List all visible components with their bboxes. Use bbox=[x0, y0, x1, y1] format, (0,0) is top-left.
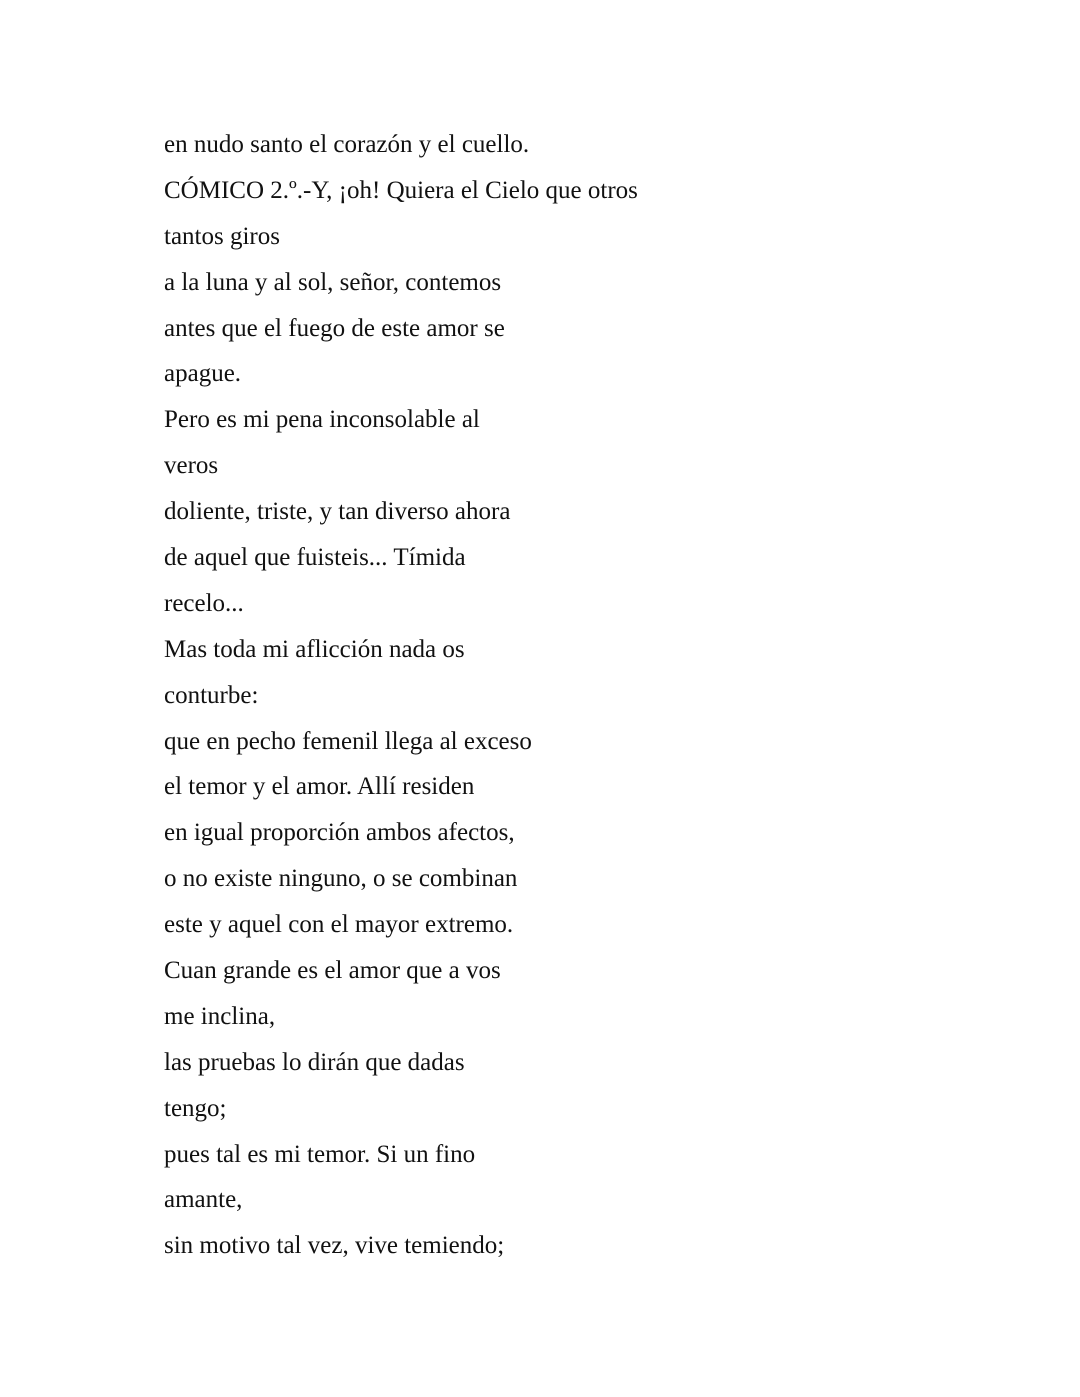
text-line: amante, bbox=[164, 1186, 243, 1214]
text-line: tengo; bbox=[164, 1094, 227, 1122]
text-line: CÓMICO 2.º.-Y, ¡oh! Quiera el Cielo que otros bbox=[164, 176, 638, 204]
text-line: en igual proporción ambos afectos, bbox=[164, 819, 515, 847]
text-line: sin motivo tal vez, vive temiendo; bbox=[164, 1232, 505, 1260]
text-line: o no existe ninguno, o se combinan bbox=[164, 865, 518, 893]
text-line: que en pecho femenil llega al exceso bbox=[164, 727, 532, 755]
verse-text-block bbox=[164, 122, 964, 1269]
text-line: doliente, triste, y tan diverso ahora bbox=[164, 498, 511, 526]
text-line: pues tal es mi temor. Si un fino bbox=[164, 1140, 476, 1168]
text-line: Mas toda mi aflicción nada os bbox=[164, 635, 465, 663]
text-line: antes que el fuego de este amor se bbox=[164, 314, 505, 342]
text-line: Cuan grande es el amor que a vos bbox=[164, 957, 501, 985]
text-line: de aquel que fuisteis... Tímida bbox=[164, 544, 466, 572]
text-line: recelo... bbox=[164, 589, 244, 617]
text-line: conturbe: bbox=[164, 681, 259, 709]
text-line: tantos giros bbox=[164, 222, 280, 250]
text-line: las pruebas lo dirán que dadas bbox=[164, 1048, 465, 1076]
text-line: a la luna y al sol, señor, contemos bbox=[164, 268, 502, 296]
text-line: apague. bbox=[164, 360, 242, 388]
text-line: Pero es mi pena inconsolable al bbox=[164, 406, 480, 434]
text-line: en nudo santo el corazón y el cuello. bbox=[164, 131, 530, 158]
text-line: este y aquel con el mayor extremo. bbox=[164, 911, 514, 939]
text-line: el temor y el amor. Allí residen bbox=[164, 773, 475, 801]
text-line: me inclina, bbox=[164, 1002, 276, 1030]
text-line: veros bbox=[164, 452, 219, 480]
